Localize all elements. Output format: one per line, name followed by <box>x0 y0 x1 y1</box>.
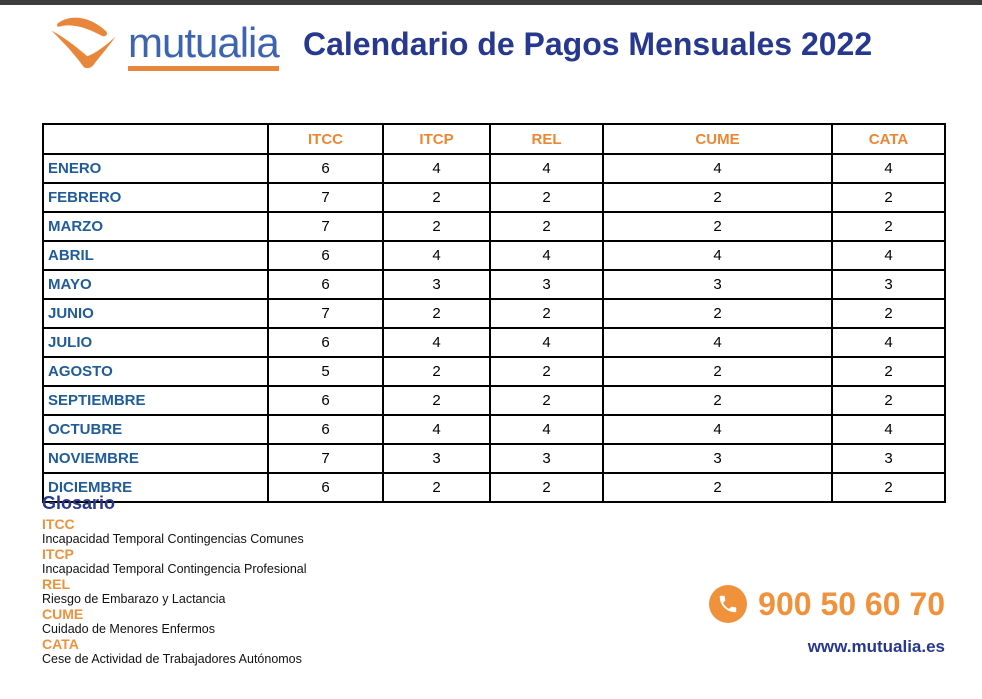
phone-number: 900 50 60 70 <box>758 585 945 622</box>
month-cell: ABRIL <box>43 241 268 270</box>
window-top-border <box>0 0 982 5</box>
glossary-list <box>42 517 602 666</box>
value-cell: 3 <box>490 444 603 473</box>
value-cell: 4 <box>490 328 603 357</box>
value-cell: 2 <box>603 299 832 328</box>
month-cell: SEPTIEMBRE <box>43 386 268 415</box>
value-cell: 2 <box>383 299 490 328</box>
value-cell: 3 <box>383 444 490 473</box>
table-header-row <box>43 124 945 154</box>
value-cell: 4 <box>490 415 603 444</box>
value-cell: 3 <box>832 444 945 473</box>
value-cell: 2 <box>383 357 490 386</box>
value-cell: 2 <box>490 299 603 328</box>
value-cell: 3 <box>383 270 490 299</box>
value-cell: 4 <box>383 241 490 270</box>
value-cell: 2 <box>832 212 945 241</box>
glossary-section <box>42 493 602 667</box>
value-cell: 4 <box>603 328 832 357</box>
month-cell: MARZO <box>43 212 268 241</box>
value-cell: 2 <box>832 183 945 212</box>
glossary-term-itcc: ITCC <box>42 516 75 532</box>
mutualia-logo-icon <box>46 9 124 77</box>
page-title: Calendario de Pagos Mensuales 2022 <box>303 26 873 62</box>
value-cell: 2 <box>383 386 490 415</box>
value-cell: 6 <box>268 473 383 502</box>
value-cell: 2 <box>490 357 603 386</box>
mutualia-logo-text: mutualia <box>128 22 279 71</box>
value-cell: 6 <box>268 328 383 357</box>
column-header-cume: CUME <box>603 124 832 154</box>
table-row <box>43 299 945 328</box>
value-cell: 4 <box>490 241 603 270</box>
month-cell: AGOSTO <box>43 357 268 386</box>
glossary-term-cume: CUME <box>42 606 84 622</box>
month-cell: DICIEMBRE <box>43 473 268 502</box>
table-row <box>43 183 945 212</box>
value-cell: 6 <box>268 154 383 183</box>
value-cell: 4 <box>603 241 832 270</box>
month-cell: MAYO <box>43 270 268 299</box>
month-cell: OCTUBRE <box>43 415 268 444</box>
value-cell: 2 <box>832 473 945 502</box>
column-header-itcc: ITCC <box>268 124 383 154</box>
value-cell: 7 <box>268 299 383 328</box>
value-cell: 2 <box>832 299 945 328</box>
value-cell: 2 <box>490 473 603 502</box>
month-cell: JUNIO <box>43 299 268 328</box>
value-cell: 3 <box>603 444 832 473</box>
table-row <box>43 212 945 241</box>
glossary-definition: Cese de Actividad de Trabajadores Autónomos <box>42 652 302 666</box>
glossary-term-rel: REL <box>42 576 70 592</box>
value-cell: 2 <box>603 386 832 415</box>
value-cell: 6 <box>268 270 383 299</box>
value-cell: 4 <box>383 328 490 357</box>
value-cell: 4 <box>490 154 603 183</box>
table-row <box>43 328 945 357</box>
column-header-itcp: ITCP <box>383 124 490 154</box>
month-cell: JULIO <box>43 328 268 357</box>
table-row <box>43 415 945 444</box>
table-body <box>43 154 945 502</box>
value-cell: 4 <box>832 328 945 357</box>
table-row <box>43 270 945 299</box>
table-row <box>43 386 945 415</box>
value-cell: 4 <box>832 154 945 183</box>
payments-table <box>42 123 946 503</box>
table-row <box>43 357 945 386</box>
value-cell: 2 <box>603 212 832 241</box>
phone-contact <box>709 585 945 623</box>
value-cell: 6 <box>268 241 383 270</box>
value-cell: 2 <box>490 212 603 241</box>
value-cell: 4 <box>832 415 945 444</box>
value-cell: 3 <box>603 270 832 299</box>
value-cell: 6 <box>268 386 383 415</box>
glossary-title: Glosario <box>42 493 116 513</box>
value-cell: 4 <box>383 415 490 444</box>
value-cell: 2 <box>383 473 490 502</box>
value-cell: 4 <box>383 154 490 183</box>
table-row <box>43 241 945 270</box>
column-header-cata: CATA <box>832 124 945 154</box>
value-cell: 4 <box>603 415 832 444</box>
table-row <box>43 444 945 473</box>
table-row <box>43 154 945 183</box>
glossary-term-cata: CATA <box>42 636 79 652</box>
value-cell: 6 <box>268 415 383 444</box>
glossary-term-itcp: ITCP <box>42 546 74 562</box>
value-cell: 2 <box>383 183 490 212</box>
value-cell: 2 <box>603 357 832 386</box>
website-link[interactable]: www.mutualia.es <box>807 637 945 656</box>
value-cell: 7 <box>268 212 383 241</box>
value-cell: 2 <box>383 212 490 241</box>
value-cell: 7 <box>268 444 383 473</box>
value-cell: 2 <box>832 357 945 386</box>
month-cell: FEBRERO <box>43 183 268 212</box>
glossary-definition: Incapacidad Temporal Contingencias Comunes <box>42 532 304 546</box>
value-cell: 7 <box>268 183 383 212</box>
glossary-definition: Riesgo de Embarazo y Lactancia <box>42 592 226 606</box>
glossary-definition: Cuidado de Menores Enfermos <box>42 622 216 636</box>
value-cell: 2 <box>832 386 945 415</box>
month-column-corner-cell <box>43 124 268 154</box>
value-cell: 2 <box>490 386 603 415</box>
value-cell: 4 <box>832 241 945 270</box>
value-cell: 2 <box>603 473 832 502</box>
month-cell: NOVIEMBRE <box>43 444 268 473</box>
value-cell: 5 <box>268 357 383 386</box>
value-cell: 4 <box>603 154 832 183</box>
value-cell: 2 <box>603 183 832 212</box>
value-cell: 3 <box>490 270 603 299</box>
column-header-rel: REL <box>490 124 603 154</box>
month-cell: ENERO <box>43 154 268 183</box>
phone-icon <box>709 585 747 623</box>
value-cell: 2 <box>490 183 603 212</box>
value-cell: 3 <box>832 270 945 299</box>
glossary-definition: Incapacidad Temporal Contingencia Profesional <box>42 562 307 576</box>
